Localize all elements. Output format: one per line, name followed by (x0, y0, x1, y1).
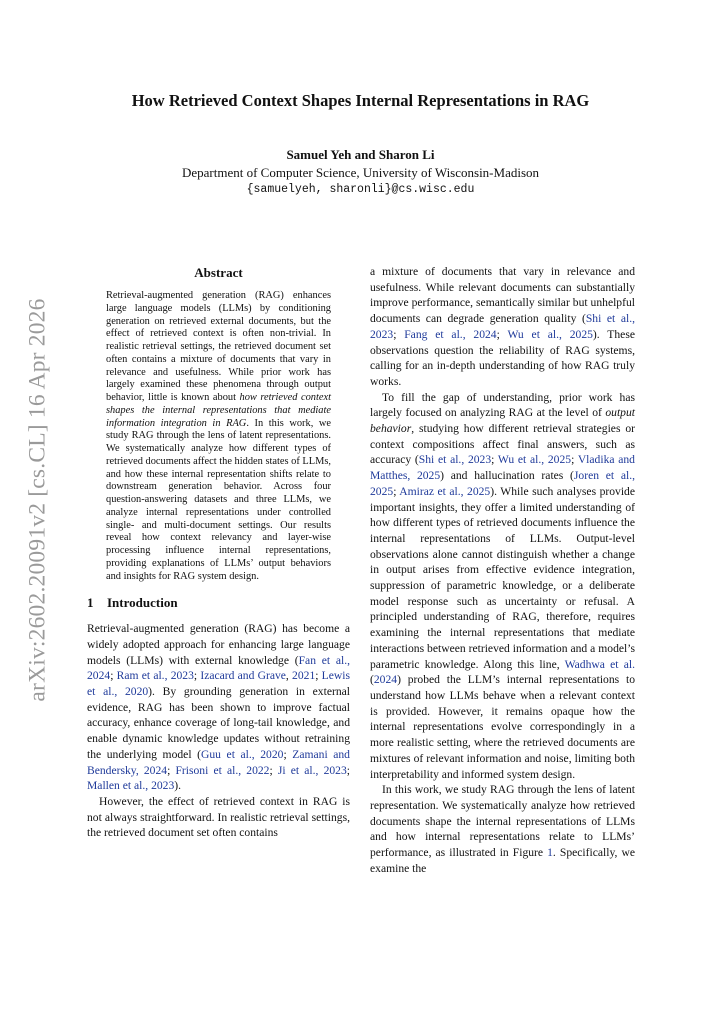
citation-link[interactable]: Fan et al., 2024 (87, 653, 350, 683)
citation-link[interactable]: Joren et al., 2025 (370, 469, 635, 498)
paper-title: How Retrieved Context Shapes Internal Representations in RAG (131, 91, 590, 110)
paragraph-emphasis: output behavior (370, 406, 635, 436)
citation-separator: , (285, 669, 293, 683)
paragraph-text: ). By grounding generation in external evidence, RAG has been shown to improve factual accuracy, enhance coverage of long-tail knowledge, and enable dynamic knowledge updates without retraining the underlying model ( (87, 685, 351, 761)
citation-link[interactable]: Lewis et al., 2020 (87, 669, 351, 699)
intro-paragraph-2-continued (370, 264, 635, 390)
citation-separator: ; (193, 669, 201, 683)
citation-link[interactable]: Frisoni et al., 2022 (175, 763, 270, 777)
section-heading-introduction (87, 595, 350, 611)
intro-paragraph-3 (370, 390, 635, 783)
paragraph-text: ) probed the LLM’s internal representations to understand how LLMs behave when a relevant context is provided. However, it remains opaque how the internal representations evolve correspondingly in a more realistic setting, where the retrieved documents are mixtures of relevant information and noise, limiting both interpretability and informed system design. (370, 673, 635, 781)
citation-separator: ; (269, 763, 278, 777)
citation-link[interactable]: Ji et al., 2023 (277, 763, 347, 777)
citation-link[interactable]: Fang et al., 2024 (404, 327, 497, 341)
arxiv-identifier: arXiv:2602.20091v2 [cs.CL] 16 Apr 2026 (24, 298, 51, 702)
paragraph-text: ) and hallucination rates ( (440, 469, 574, 483)
citation-separator: ; (393, 484, 400, 498)
figure-reference-link[interactable]: 1 (547, 846, 553, 860)
citation-separator: ; (315, 669, 322, 683)
paragraph-text: a mixture of documents that vary in relevance and usefulness. While relevant documents can substantially improve performance, semantically similar but unhelpful documents can degrade generation quality ( (370, 265, 635, 326)
paragraph-text: In this work, we study RAG through the lens of latent representation. We systematically analyze how retrieved documents shape the internal representations of LLMs and how internal representations relate to LLMs’ performance, as illustrated in Figure (370, 783, 635, 860)
citation-link[interactable]: 2021 (292, 669, 316, 683)
intro-paragraph-1 (87, 621, 350, 794)
citation-separator: ; (393, 327, 405, 341)
citation-separator: ( (370, 673, 374, 687)
citation-separator: ; (110, 669, 117, 683)
citation-separator: ; (167, 763, 176, 777)
citation-link[interactable]: Mallen et al., 2023 (87, 779, 175, 793)
section-title: Introduction (107, 595, 178, 611)
paragraph-text: To fill the gap of understanding, prior work has largely focused on analyzing RAG at the level of (370, 390, 635, 420)
citation-separator: ; (283, 747, 293, 761)
citation-link[interactable]: Shi et al., 2023 (418, 453, 492, 467)
left-column (87, 264, 350, 841)
paragraph-text: ). (174, 779, 182, 793)
right-column (370, 264, 635, 876)
abstract-emphasis: how retrieved context shapes the internal representations that mediate information integration in RAG (106, 392, 331, 429)
citation-link[interactable]: Amiraz et al., 2025 (399, 484, 491, 498)
paper-authors: Samuel Yeh and Sharon Li (286, 147, 435, 162)
citation-separator: ; (491, 453, 498, 467)
author-emails: {samuelyeh, sharonli}@cs.wisc.edu (246, 183, 475, 196)
citation-link[interactable]: Guu et al., 2020 (201, 747, 284, 761)
citation-link[interactable]: Zamani and Bendersky, 2024 (87, 747, 350, 777)
section-number: 1 (87, 595, 94, 611)
citation-link[interactable]: Ram et al., 2023 (116, 669, 194, 683)
paragraph-text: ). These observations question the reliability of RAG systems, calling for an in-depth understanding of how RAG truly works. (370, 327, 635, 388)
intro-paragraph-4 (370, 782, 635, 876)
citation-link[interactable]: Wu et al., 2025 (507, 327, 593, 341)
citation-link[interactable]: 2024 (373, 673, 398, 687)
citation-link[interactable]: Shi et al., 2023 (370, 312, 635, 341)
paragraph-text: Retrieval-augmented generation (RAG) has become a widely adopted approach for enhancing large language models (LLMs) with external knowledge ( (87, 622, 350, 667)
abstract-heading: Abstract (194, 265, 243, 280)
citation-link[interactable]: Izacard and Grave (200, 669, 286, 683)
paragraph-text: . Specifically, we examine the (370, 846, 635, 875)
author-affiliation: Department of Computer Science, University of Wisconsin-Madison (181, 165, 540, 180)
citation-separator: ; (571, 453, 578, 467)
intro-paragraph-2: However, the effect of retrieved context in RAG is not always straightforward. In realistic retrieval settings, the retrieved document set often contains (87, 794, 350, 840)
abstract-body (106, 290, 331, 583)
abstract-text: Retrieval-augmented generation (RAG) enhances large language models (LLMs) by conditioning generation on retrieved external documents, but the effect of retrieved context is often non-trivial. In realistic retrieval settings, the retrieved document set often contains a mixture of documents that vary in relevance and usefulness. While prior work has largely examined these phenomena through output behavior, little is known about (106, 290, 331, 403)
citation-link[interactable]: Vladika and Matthes, 2025 (370, 453, 635, 483)
arxiv-stamp (8, 295, 68, 705)
citation-separator: ; (496, 327, 508, 341)
citation-link[interactable]: Wadhwa et al. (564, 657, 635, 671)
paragraph-text: ). While such analyses provide important insights, they offer a limited understanding of how different types of retrieved documents influence the internal representations of LLMs. Output-level observations alone cannot distinguish whether a change in output arises from effective evidence integration, suppression of parametric knowledge, or a deliberate model response such as uncertainty or refusal. A principled understanding of RAG, therefore, requires examining the internal representations that mediate interactions between retrieved information and a model’s parametric knowledge. Along this line, (370, 484, 635, 671)
citation-separator: ; (346, 763, 350, 777)
citation-link[interactable]: Wu et al., 2025 (497, 453, 572, 467)
paragraph-text: , studying how different retrieval strategies or context compositions affect final answers, such as accuracy ( (370, 422, 635, 467)
abstract-text: . In this work, we study RAG through the lens of latent representations. We systematically analyze how different types of retrieved documents affect the hidden states of LLMs, and how these internal representation shifts relate to downstream generation behavior. Across four question-answering datasets and three LLMs, we analyze internal representations under controlled single- and multi-document settings. Our results reveal how context relevancy and layer-wise processing influence internal representations, providing explanations of LLMs’ output behaviors and insights for RAG system design. (106, 417, 332, 582)
